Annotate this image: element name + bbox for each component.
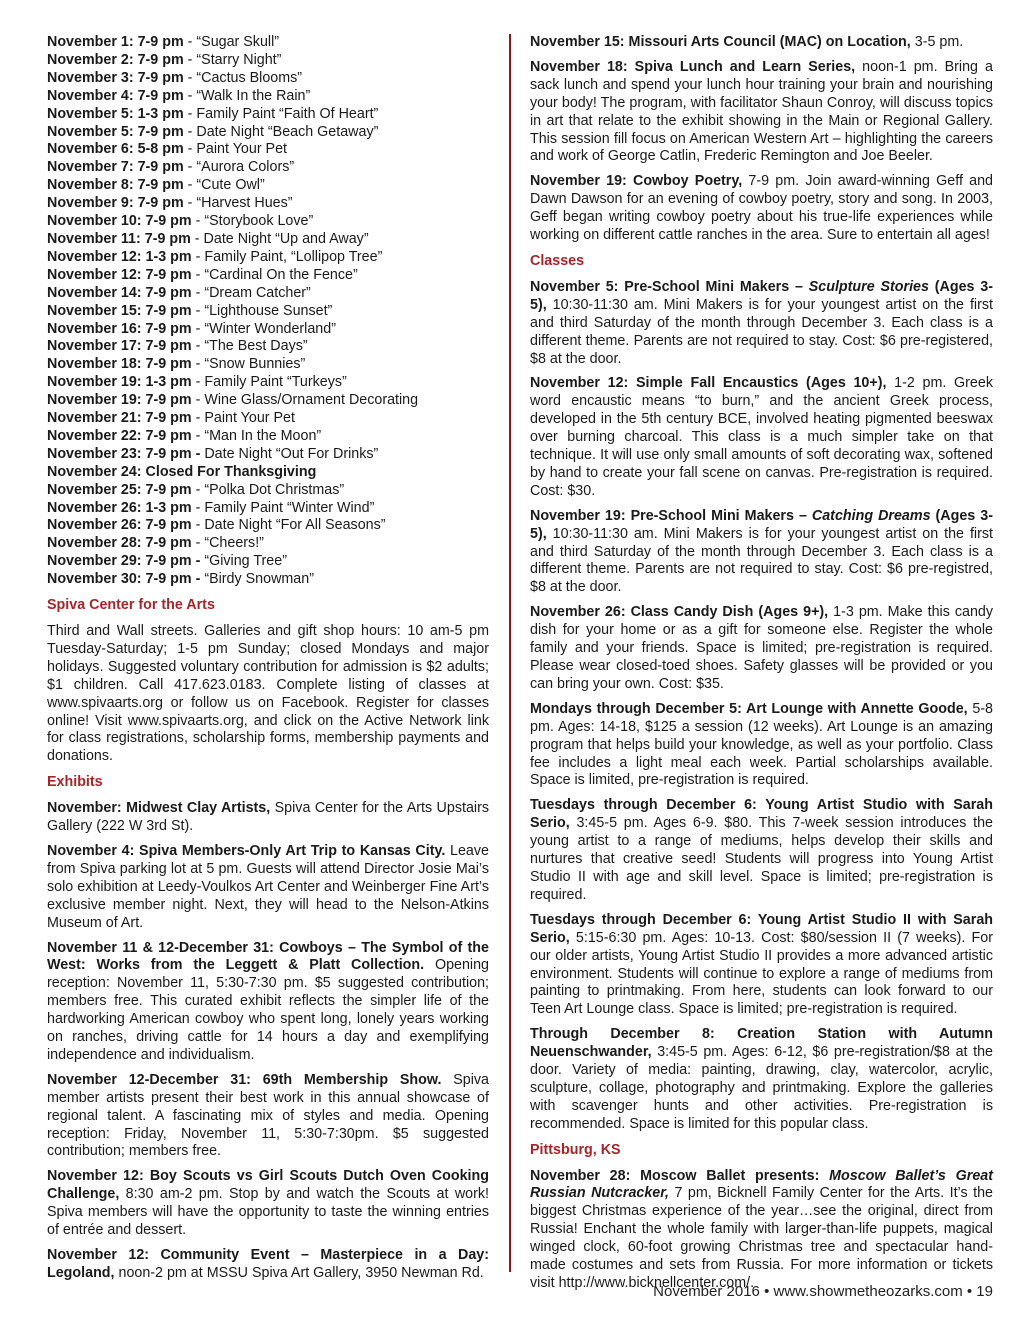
schedule-separator: - xyxy=(191,213,205,230)
class-title-post: (Ages 3-5), xyxy=(530,507,993,542)
pittsburg-title: November 28: Moscow Ballet presents: xyxy=(530,1167,830,1184)
schedule-date: November 7: 7-9 pm xyxy=(47,159,184,176)
class-text: 5:15-6:30 pm. Ages: 10-13. Cost: $80/session II (7 weeks). For our older artists, Young Artist Studio II provides a more advanced artistic environment. Students will continue to explore a range of mediums from painting to printmaking. From here, students can look forward to our Teen Art Lounge class. Space is limited; pre-registration is required. xyxy=(530,929,993,1018)
event-title: November 19: Cowboy Poetry, xyxy=(530,173,743,190)
schedule-description: “Sugar Skull” xyxy=(196,34,280,50)
exhibit xyxy=(47,1247,489,1283)
schedule-separator: - xyxy=(191,338,205,355)
right-column xyxy=(530,34,993,1300)
schedule-line xyxy=(47,571,489,589)
class-item xyxy=(530,604,993,694)
event xyxy=(530,173,993,245)
schedule-date: November 11: 7-9 pm xyxy=(47,230,191,247)
schedule-date: November 17: 7-9 pm xyxy=(47,338,192,355)
event-schedule xyxy=(47,34,489,589)
exhibit-text: Leave from Spiva parking lot at 5 pm. Guests will attend Director Josie Mai’s solo exhibition at Leedy-Voulkos Art Center and Weinberger Fine Art’s exclusive member night. Next, they will head to the Nelson-Atkins Museum of Art. xyxy=(47,842,489,931)
schedule-description: “Giving Tree” xyxy=(204,553,287,570)
schedule-line xyxy=(47,70,489,88)
schedule-description: Date Night “Up and Away” xyxy=(203,230,369,247)
schedule-line xyxy=(47,428,489,446)
schedule-separator: - xyxy=(191,517,205,534)
schedule-description: “Walk In the Rain” xyxy=(196,87,311,104)
class-item xyxy=(530,1026,993,1133)
event xyxy=(530,34,993,52)
schedule-date: November 1: 7-9 pm xyxy=(47,34,184,50)
schedule-line xyxy=(47,517,489,535)
schedule-date: November 10: 7-9 pm xyxy=(47,213,192,230)
class-title xyxy=(530,375,886,391)
schedule-separator: - xyxy=(191,481,205,498)
class-text: 3:45-5 pm. Ages: 6-12, $6 pre-registration/$8 at the door. Variety of media: painting, drawing, clay, watercolor, acrylic, sculpture, collage, photography and printmaking. Explore the galleries with scavenger hunts and other activities. Pre-registration is recommended. Space is limited for this popular class. xyxy=(530,1044,993,1132)
exhibit-text: Spiva Center for the Arts Upstairs Gallery (222 W 3rd St). xyxy=(47,800,489,835)
schedule-line xyxy=(47,213,489,231)
schedule-description: “Lighthouse Sunset” xyxy=(204,302,333,319)
schedule-line xyxy=(47,535,489,553)
schedule-date: November 26: 1-3 pm xyxy=(47,499,192,516)
schedule-separator: - xyxy=(183,123,197,140)
schedule-description: Family Paint “Turkeys” xyxy=(204,374,347,391)
schedule-description: Paint Your Pet xyxy=(204,410,295,427)
spiva-info: Third and Wall streets. Galleries and gift shop hours: 10 am-5 pm Tuesday-Saturday; 1-5 pm Sunday; closed Mondays and major holidays. Suggested voluntary contribution for admission is $2 adults; $1 children. Call 417.623.0183. Complete listing of classes at www.spivaarts.org or follow us on Facebook. Register for classes online! Visit www.spivaarts.org, and click on the Active Network link for class registrations, scholarship forms, membership payments and donations. xyxy=(47,623,489,765)
schedule-separator: - xyxy=(183,177,197,194)
schedule-line xyxy=(47,141,489,159)
column-divider xyxy=(509,34,511,1272)
schedule-date: November 18: 7-9 pm xyxy=(47,356,192,373)
event-text: 7-9 pm. Join award-winning Geff and Dawn Dawson for an evening of cowboy poetry, story and song. In 2003, Geff began writing cowboy poetry about his true-life experiences while working on different cattle ranches in the area. Sure to entertain all ages! xyxy=(530,173,993,244)
schedule-date: November 23: 7-9 pm - xyxy=(47,445,201,462)
exhibits-heading: Exhibits xyxy=(47,774,103,791)
schedule-separator: - xyxy=(183,141,197,158)
schedule-description: Date Night “Beach Getaway” xyxy=(196,123,379,140)
exhibit-text: Opening reception: November 11, 5:30-7:30 pm. $5 suggested contribution; members free. This curated exhibit reflects the simpler life of the hardworking American cowboy who spent long, lonely years working on ranches, driving cattle for 14 hours a day and exemplifying independence and individualism. xyxy=(47,957,490,1063)
schedule-separator: - xyxy=(191,248,205,265)
schedule-description: Date Night “For All Seasons” xyxy=(204,517,386,534)
schedule-line xyxy=(47,159,489,177)
exhibit xyxy=(47,1072,489,1162)
schedule-date: November 12: 7-9 pm xyxy=(47,266,192,283)
exhibit-text: Spiva member artists present their best work in this annual showcase of regional talent. A fascinating mix of styles and media. Opening reception: Friday, November 11, 5:30-7:30pm. $5 suggested contribution; members free. xyxy=(47,1071,489,1160)
schedule-separator: - xyxy=(191,266,205,283)
schedule-line xyxy=(47,124,489,142)
event xyxy=(530,59,993,166)
exhibit xyxy=(47,940,489,1065)
schedule-line xyxy=(47,285,489,303)
event-title: November 18: Spiva Lunch and Learn Series, xyxy=(530,58,856,75)
exhibit-title: November 4: Spiva Members-Only Art Trip to Kansas City. xyxy=(47,842,446,859)
left-column xyxy=(47,34,489,1290)
schedule-description: Family Paint, “Lollipop Tree” xyxy=(204,248,383,265)
page-footer: November 2016 • www.showmetheozarks.com • 19 xyxy=(653,1283,993,1300)
class-text: 5-8 pm. Ages: 14-18, $125 a session (12 weeks). Art Lounge is an amazing program that helps build your knowledge, as well as your portfolio. Class fee includes a light meal each week. Partial scholarships available. Space is limited, pre-registration is required. xyxy=(530,700,993,789)
schedule-description: “Dream Catcher” xyxy=(204,284,311,301)
schedule-separator: - xyxy=(183,159,197,176)
schedule-line xyxy=(47,464,489,482)
schedule-line xyxy=(47,374,489,392)
schedule-separator: - xyxy=(183,87,197,104)
schedule-description: “Cheers!” xyxy=(204,535,264,552)
schedule-line xyxy=(47,267,489,285)
schedule-line xyxy=(47,88,489,106)
schedule-line xyxy=(47,34,489,52)
schedule-separator: - xyxy=(183,51,197,68)
pittsburg-text: 7 pm, Bicknell Family Center for the Arts. It’s the biggest Christmas experience of the year…see the original, direct from Russia! Enchant the whole family with larger-than-life puppets, magical winged clock, 60-foot growing Christmas tree and spectacular hand-made costumes and sets from Russia. For more information or tickets visit http://www.bicknellcenter.com/. xyxy=(530,1185,993,1291)
exhibit xyxy=(47,800,489,836)
schedule-date: November 19: 1-3 pm xyxy=(47,374,192,391)
exhibit-title: November 11 & 12-December 31: Cowboys – The Symbol of the West: Works from the Leggett & Platt Collection. xyxy=(47,939,489,974)
schedule-description: “Cactus Blooms” xyxy=(196,69,303,86)
class-item xyxy=(530,912,993,1019)
schedule-date: November 28: 7-9 pm xyxy=(47,535,192,552)
pittsburg-title-italic: Moscow Ballet’s Great Russian Nutcracker, xyxy=(530,1167,993,1202)
schedule-separator: - xyxy=(190,230,204,247)
class-title xyxy=(530,701,968,717)
schedule-date: November 5: 7-9 pm xyxy=(47,123,184,140)
schedule-line xyxy=(47,500,489,518)
exhibits-list xyxy=(47,800,489,1283)
schedule-description: Family Paint “Faith Of Heart” xyxy=(196,105,379,122)
schedule-line xyxy=(47,338,489,356)
class-item xyxy=(530,797,993,904)
schedule-date: November 30: 7-9 pm - xyxy=(47,571,201,588)
spiva-heading: Spiva Center for the Arts xyxy=(47,597,215,614)
schedule-separator: - xyxy=(191,392,205,409)
class-title-italic: Catching Dreams xyxy=(811,507,931,524)
schedule-description: Date Night “Out For Drinks” xyxy=(204,445,379,462)
schedule-description: “Man In the Moon” xyxy=(204,427,322,444)
schedule-date: November 19: 7-9 pm xyxy=(47,392,192,409)
exhibit-title: November 12-December 31: 69th Membership Show. xyxy=(47,1071,442,1088)
exhibit-text: 8:30 am-2 pm. Stop by and watch the Scouts at work! Spiva members will have the opportunity to taste the winning entries of entrée and dessert. xyxy=(47,1186,489,1239)
exhibit-title: November 12: Community Event – Masterpiece in a Day: Legoland, xyxy=(47,1247,489,1281)
schedule-date: November 29: 7-9 pm - xyxy=(47,553,201,570)
schedule-line xyxy=(47,321,489,339)
schedule-separator: - xyxy=(183,195,197,212)
event-text: noon-1 pm. Bring a sack lunch and spend your lunch hour training your brain and nourishing your body! The program, with facilitator Shaun Conroy, will discuss topics in art that relate to the exhibit showing in the Main or Regional Gallery. This session fill focus on American Western Art – highlighting the careers and work of George Catlin, Frederic Remington and Joe Beeler. xyxy=(530,58,993,165)
schedule-date: November 8: 7-9 pm xyxy=(47,177,184,194)
schedule-description: “Harvest Hues” xyxy=(196,195,293,212)
schedule-date: November 12: 1-3 pm xyxy=(47,248,192,265)
class-title xyxy=(530,604,828,620)
schedule-description: “The Best Days” xyxy=(204,338,308,355)
exhibit-title: November: Midwest Clay Artists, xyxy=(47,800,271,817)
schedule-separator: - xyxy=(191,410,205,427)
schedule-description: “Winter Wonderland” xyxy=(204,320,336,337)
schedule-date: November 9: 7-9 pm xyxy=(47,195,184,212)
schedule-line xyxy=(47,177,489,195)
class-text: 3:45-5 pm. Ages 6-9. $80. This 7-week session introduces the young artist to a range of mediums, helps develop their skills and nurtures that creative seed! Students will progress into Young Artist Studio II with age and skill level. Space is limited; pre-registration is required. xyxy=(530,815,993,903)
event-title: November 15: Missouri Arts Council (MAC) on Location, xyxy=(530,34,911,50)
class-title-pre: Through December 8: Creation Station with Autumn Neuenschwander, xyxy=(530,1026,993,1061)
class-title-pre: November 5: Pre-School Mini Makers – xyxy=(530,278,809,295)
schedule-line xyxy=(47,410,489,428)
schedule-description: “Aurora Colors” xyxy=(196,159,295,176)
class-item xyxy=(530,375,993,500)
schedule-line xyxy=(47,249,489,267)
schedule-description: Paint Your Pet xyxy=(196,141,288,158)
exhibit-title: November 12: Boy Scouts vs Girl Scouts Dutch Oven Cooking Challenge, xyxy=(47,1168,489,1203)
schedule-separator: - xyxy=(191,356,205,373)
schedule-date: November 6: 5-8 pm xyxy=(47,141,184,158)
schedule-line xyxy=(47,303,489,321)
class-text: 1-2 pm. Greek word encaustic means “to burn,” and the ancient Greek process, developed in the 5th century BCE, involved heating pigmented beeswax over burning charcoal. This class is a much simpler take on that technique. It will use only small amounts of soft decorating wax, softened by hand to create your fall scene on canvas. Pre-registration is required. Cost: $30. xyxy=(530,375,993,499)
schedule-line xyxy=(47,553,489,571)
schedule-date: November 16: 7-9 pm xyxy=(47,320,192,337)
schedule-line xyxy=(47,231,489,249)
schedule-description: “Polka Dot Christmas” xyxy=(204,481,345,498)
schedule-date: November 21: 7-9 pm xyxy=(47,410,192,427)
class-title-italic: Sculpture Stories xyxy=(808,278,929,295)
schedule-separator: - xyxy=(183,34,197,50)
class-title-pre: November 19: Pre-School Mini Makers – xyxy=(530,507,812,524)
schedule-date: November 4: 7-9 pm xyxy=(47,87,184,104)
schedule-line xyxy=(47,356,489,374)
events-list xyxy=(530,34,993,245)
class-title-pre: Tuesdays through December 6: Young Artist Studio II with Sarah Serio, xyxy=(530,911,993,946)
schedule-separator: - xyxy=(191,427,205,444)
schedule-date: November 25: 7-9 pm xyxy=(47,481,192,498)
class-title-pre: November 12: Simple Fall Encaustics (Ages 10+), xyxy=(530,375,887,392)
schedule-line xyxy=(47,106,489,124)
schedule-line xyxy=(47,392,489,410)
schedule-separator: - xyxy=(191,374,205,391)
schedule-separator: - xyxy=(191,284,205,301)
class-text: 10:30-11:30 am. Mini Makers is for your youngest artist on the first and third Saturday of the month through December 3. Each class is a different theme. Parents are not required to stay. Cost: $6 pre-registred, $8 at the door. xyxy=(530,525,993,596)
exhibit-text: noon-2 pm at MSSU Spiva Art Gallery, 3950 Newman Rd. xyxy=(114,1264,484,1281)
event-text: 3-5 pm. xyxy=(910,34,964,50)
schedule-separator: - xyxy=(191,535,205,552)
class-item xyxy=(530,701,993,791)
schedule-separator: - xyxy=(183,69,197,86)
class-title-pre: Tuesdays through December 6: Young Artist Studio with Sarah Serio, xyxy=(530,797,993,832)
exhibit xyxy=(47,843,489,933)
schedule-separator: - xyxy=(191,320,205,337)
schedule-date: November 2: 7-9 pm xyxy=(47,51,184,68)
schedule-description: “Snow Bunnies” xyxy=(204,356,306,373)
schedule-line xyxy=(47,482,489,500)
class-text: 10:30-11:30 am. Mini Makers is for your youngest artist on the first and third Saturday of the month through December 3. Each class is a different theme. Parents are not required to stay. Cost: $6 pre-registered, $8 at the door. xyxy=(530,296,993,367)
classes-list xyxy=(530,279,993,1134)
schedule-date: November 5: 1-3 pm xyxy=(47,105,184,122)
schedule-line xyxy=(47,446,489,464)
schedule-date: November 14: 7-9 pm xyxy=(47,284,192,301)
schedule-separator: - xyxy=(191,499,205,516)
class-text: 1-3 pm. Make this candy dish for your home or as a gift for someone else. Register the whole family and your friends. Space is limited; pre-registration is required. Please wear closed-toed shoes. Safety glasses will be provided or you can bring your own. Cost: $35. xyxy=(530,604,994,692)
schedule-description: “Birdy Snowman” xyxy=(204,571,314,588)
schedule-description: Wine Glass/Ornament Decorating xyxy=(204,392,419,409)
schedule-date: November 3: 7-9 pm xyxy=(47,69,184,86)
schedule-date: November 26: 7-9 pm xyxy=(47,517,192,534)
pittsburg-heading: Pittsburg, KS xyxy=(530,1141,621,1158)
schedule-date: November 22: 7-9 pm xyxy=(47,427,192,444)
class-title-post: (Ages 3-5), xyxy=(530,278,993,313)
schedule-description: Family Paint “Winter Wind” xyxy=(204,499,375,516)
classes-heading: Classes xyxy=(530,252,585,269)
exhibit xyxy=(47,1168,489,1240)
class-item xyxy=(530,279,993,369)
schedule-separator: - xyxy=(191,302,205,319)
class-title-pre: Mondays through December 5: Art Lounge with Annette Goode, xyxy=(530,700,968,717)
schedule-line xyxy=(47,52,489,70)
schedule-description: “Cute Owl” xyxy=(196,177,265,194)
schedule-description: “Storybook Love” xyxy=(204,213,314,230)
schedule-date: November 15: 7-9 pm xyxy=(47,302,192,319)
schedule-description: “Cardinal On the Fence” xyxy=(204,266,358,283)
schedule-description: “Starry Night” xyxy=(196,51,282,68)
schedule-date: November 24: Closed For Thanksgiving xyxy=(47,463,317,480)
class-item xyxy=(530,508,993,598)
pittsburg-event xyxy=(530,1168,993,1293)
schedule-separator: - xyxy=(183,105,197,122)
schedule-line xyxy=(47,195,489,213)
class-title-pre: November 26: Class Candy Dish (Ages 9+), xyxy=(530,604,829,621)
